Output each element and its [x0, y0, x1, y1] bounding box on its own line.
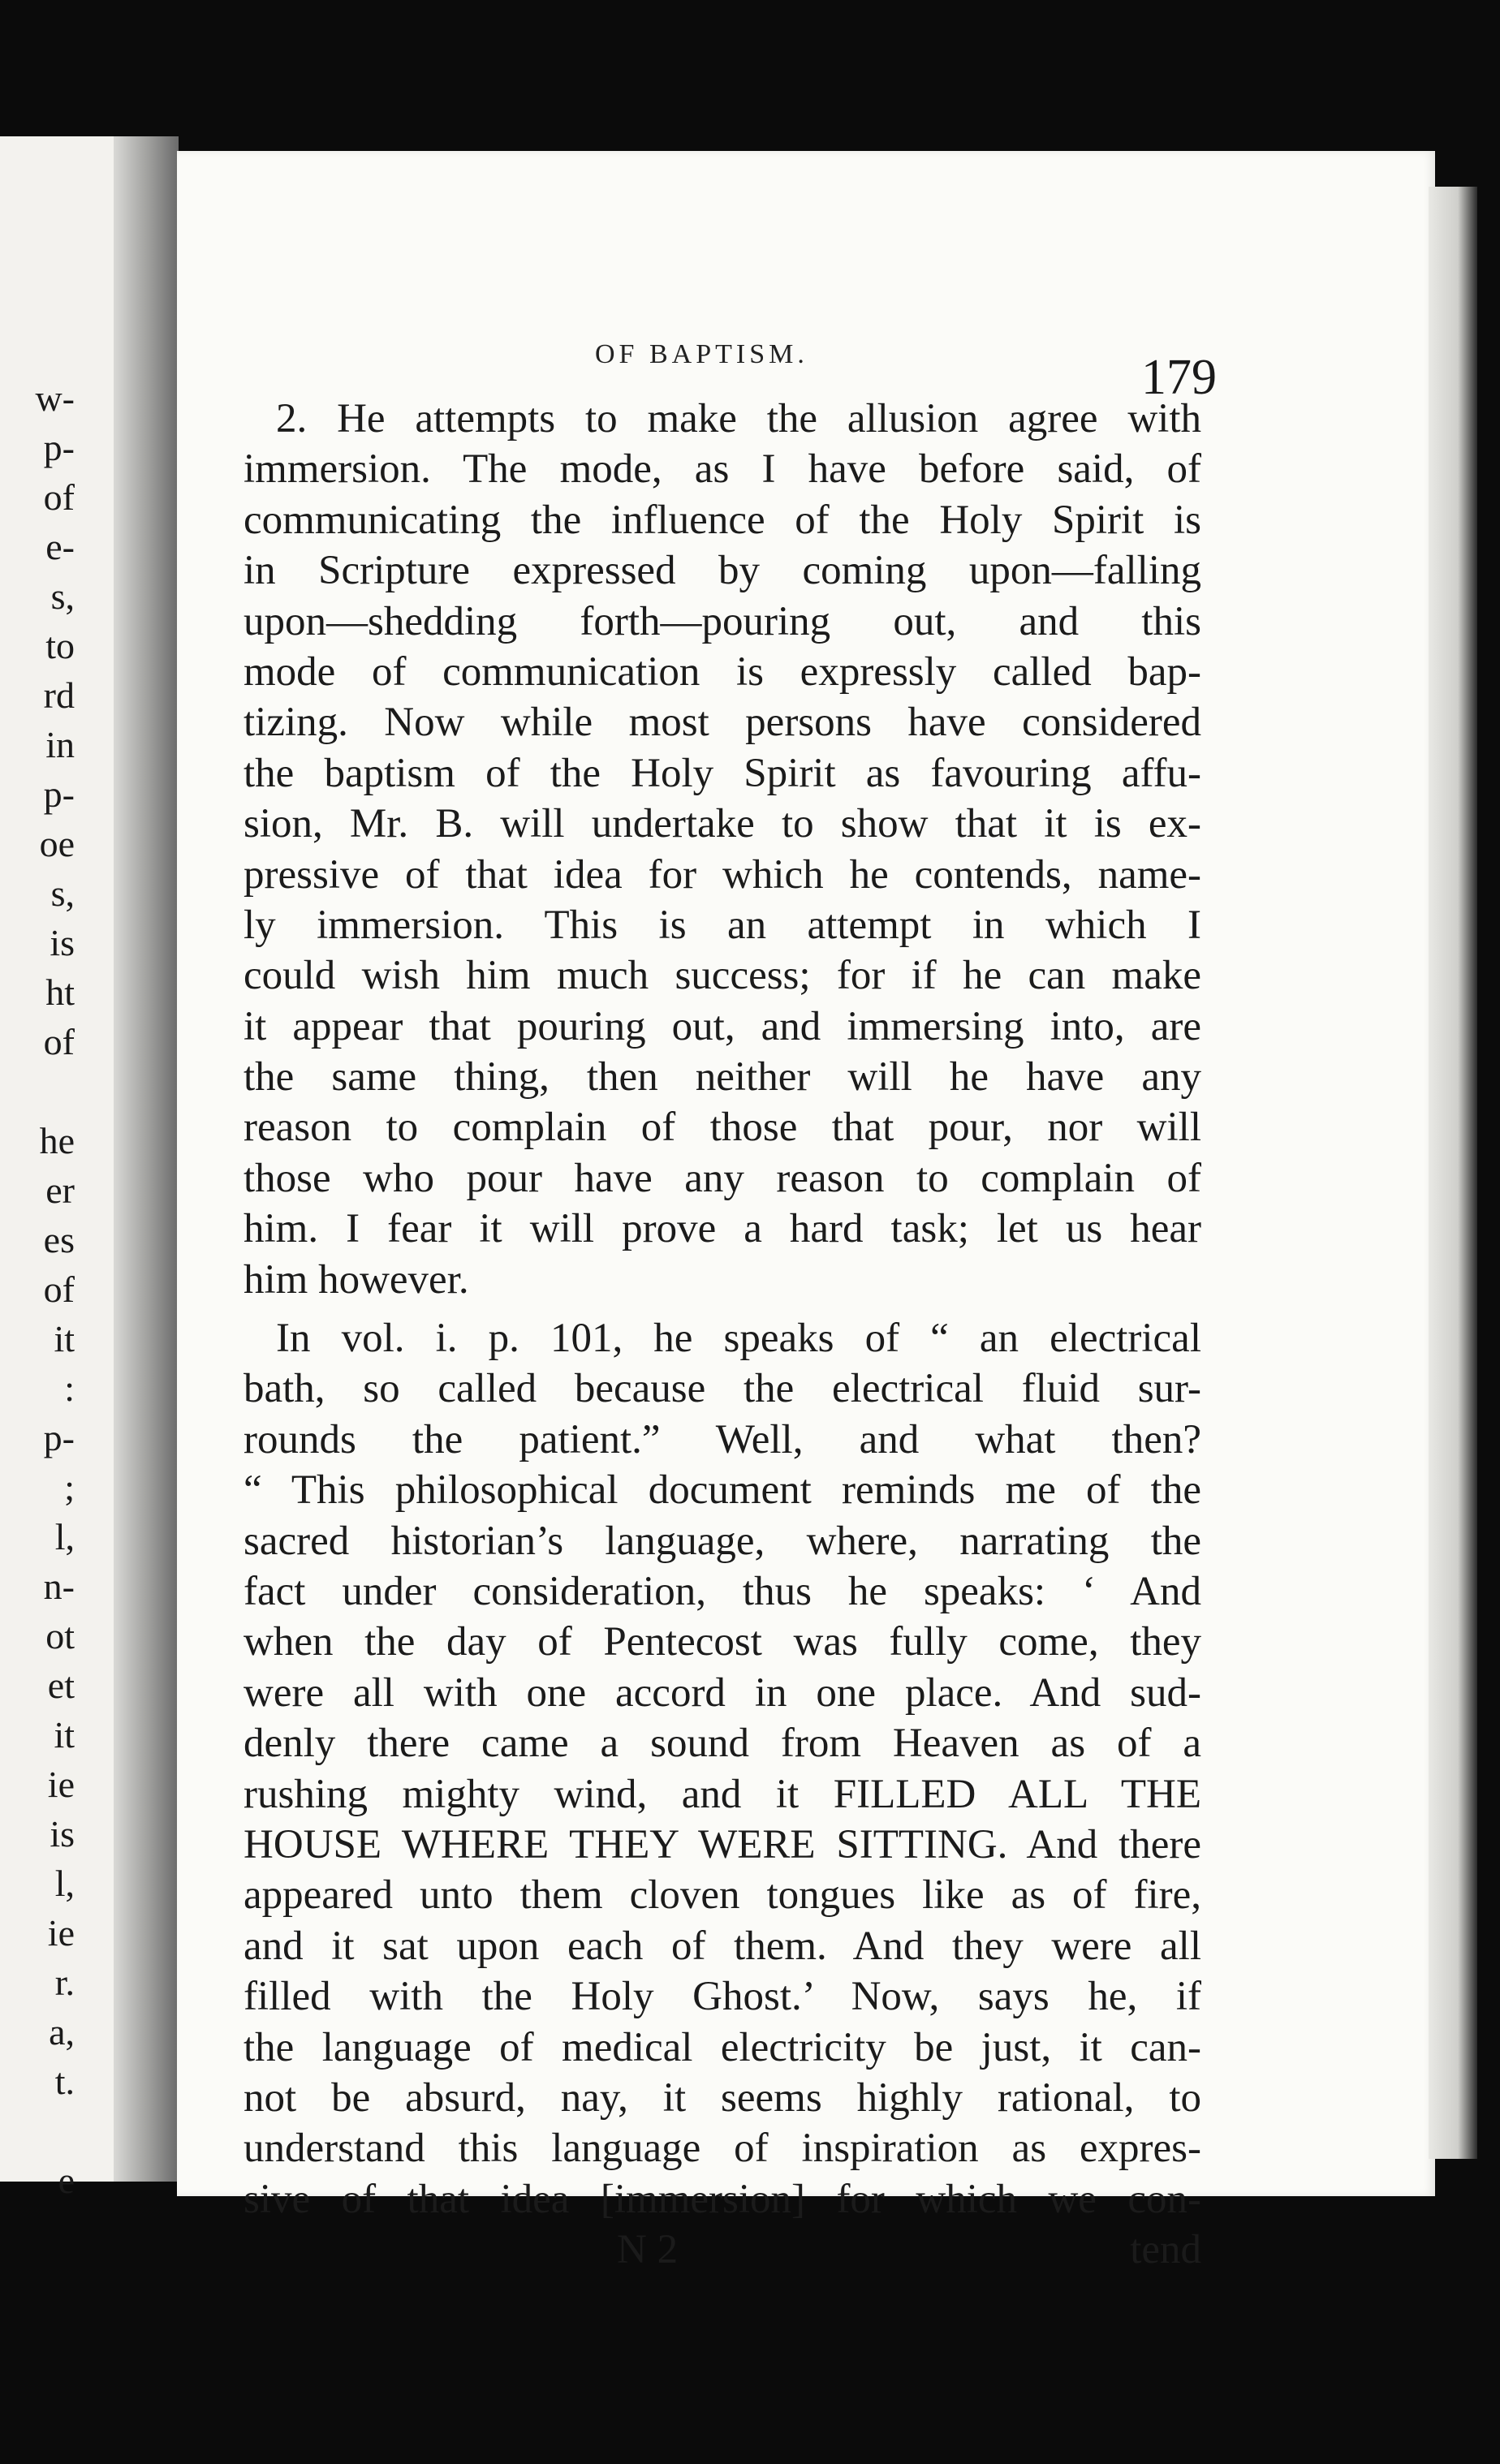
facing-page-fragment: ;	[64, 1467, 75, 1508]
text-line: filled with the Holy Ghost.’ Now, says he, if	[244, 1974, 1201, 2020]
text-line: sion, Mr. B. will undertake to show that it is ex-	[244, 801, 1201, 847]
facing-page-fragment: e-	[45, 526, 75, 567]
text-line: could wish him much success; for if he can make	[244, 953, 1201, 999]
text-line: upon—shedding forth—pouring out, and this	[244, 598, 1201, 644]
text-line: In vol. i. p. 101, he speaks of “ an electrical	[276, 1316, 1201, 1362]
text-line: communicating the influence of the Holy Spirit is	[244, 497, 1201, 543]
facing-page-fragment: of	[43, 1269, 75, 1310]
text-line: HOUSE WHERE THEY WERE SITTING. And there	[244, 1821, 1201, 1867]
text-line: reason to complain of those that pour, nor will	[244, 1105, 1201, 1151]
facing-page-fragment: of	[43, 1021, 75, 1062]
facing-page-fragment: of	[43, 476, 75, 518]
text-line: “ This philosophical document reminds me of the	[244, 1467, 1201, 1514]
text-line: understand this language of inspiration as expres-	[244, 2126, 1201, 2172]
text-line: sive of that idea [immersion] for which we con-	[244, 2176, 1201, 2222]
facing-page-fragment: oe	[39, 823, 75, 864]
text-line: immersion. The mode, as I have before said, of	[244, 446, 1201, 493]
text-line: 2. He attempts to make the allusion agree with	[276, 396, 1201, 442]
facing-page-fragment: er	[45, 1170, 75, 1211]
facing-page-fragment: et	[47, 1665, 75, 1706]
facing-page-fragment: :	[64, 1368, 75, 1409]
facing-page-fragment: ht	[45, 971, 75, 1013]
facing-page-fragment: ie	[47, 1764, 75, 1805]
facing-page-fragment: s,	[50, 575, 75, 617]
text-line: when the day of Pentecost was fully come, they	[244, 1619, 1201, 1665]
facing-page-fragment: it	[54, 1714, 75, 1755]
page-edge	[1429, 187, 1477, 2159]
text-line: tizing. Now while most persons have considered	[244, 700, 1201, 746]
text-line: it appear that pouring out, and immersing into, are	[244, 1003, 1201, 1049]
facing-page-fragment: r.	[54, 1962, 75, 2003]
facing-page-fragment	[0, 1066, 75, 1116]
facing-page-fragment: p-	[43, 427, 75, 468]
text-line: rushing mighty wind, and it FILLED ALL THE	[244, 1771, 1201, 1817]
text-line: denly there came a sound from Heaven as of a	[244, 1721, 1201, 1767]
text-line: the same thing, then neither will he have any	[244, 1054, 1201, 1101]
facing-page-fragment: rd	[43, 674, 75, 716]
facing-page-fragment	[0, 2106, 75, 2156]
text-line: the baptism of the Holy Spirit as favouring affu-	[244, 750, 1201, 796]
facing-page-fragment: in	[45, 724, 75, 765]
text-line: him. I fear it will prove a hard task; let us hear	[244, 1206, 1201, 1252]
text-line: those who pour have any reason to complain of	[244, 1155, 1201, 1201]
text-line: appeared unto them cloven tongues like as of fire,	[244, 1872, 1201, 1919]
page-footer	[244, 2225, 1201, 2275]
text-line: sacred historian’s language, where, narrating the	[244, 1518, 1201, 1564]
text-line: in Scripture expressed by coming upon—falling	[244, 548, 1201, 594]
facing-page-fragment: ot	[45, 1615, 75, 1656]
body-text	[244, 394, 1201, 2275]
facing-page-fragment: to	[45, 625, 75, 666]
facing-page-fragment: a,	[49, 2011, 75, 2053]
facing-page-fragment: t.	[54, 2061, 75, 2102]
catchword: tend	[1130, 2227, 1201, 2273]
text-line: ly immersion. This is an attempt in which I	[244, 902, 1201, 948]
text-line: rounds the patient.” Well, and what then?	[244, 1416, 1201, 1462]
text-line: bath, so called because the electrical fluid sur-	[244, 1366, 1201, 1412]
text-line: mode of communication is expressly called bap-	[244, 648, 1201, 695]
signature-mark: N 2	[617, 2227, 679, 2273]
facing-page-fragment: l,	[54, 1516, 75, 1557]
running-title: OF BAPTISM.	[595, 339, 808, 369]
facing-page-fragment: ie	[47, 1912, 75, 1954]
text-line: were all with one accord in one place. And sud-	[244, 1669, 1201, 1716]
page-number: 179	[1141, 350, 1217, 405]
facing-page-fragment: n-	[43, 1566, 75, 1607]
text-line: not be absurd, nay, it seems highly rational, to	[244, 2074, 1201, 2121]
facing-page-fragment: is	[50, 1813, 75, 1854]
facing-page-fragment: is	[50, 922, 75, 963]
text-line: pressive of that idea for which he contends, name-	[244, 851, 1201, 898]
text-line: him however.	[244, 1256, 469, 1303]
facing-page-fragment: es	[43, 1219, 75, 1260]
facing-page-fragment: it	[54, 1318, 75, 1359]
facing-page-fragment: he	[39, 1120, 75, 1161]
facing-page-fragment: l,	[54, 1863, 75, 1904]
facing-page-fragment: e	[58, 2160, 75, 2201]
facing-page-fragments	[0, 373, 75, 2205]
facing-page-fragment: s,	[50, 872, 75, 914]
facing-page-fragment: p-	[43, 1417, 75, 1458]
facing-page-fragment: w-	[35, 377, 75, 419]
facing-page-fragment: p-	[43, 773, 75, 815]
text-line: and it sat upon each of them. And they were all	[244, 1923, 1201, 1969]
text-line: the language of medical electricity be just, it can-	[244, 2024, 1201, 2070]
text-line: fact under consideration, thus he speaks: ‘ And	[244, 1568, 1201, 1614]
book-gutter	[114, 136, 179, 2182]
